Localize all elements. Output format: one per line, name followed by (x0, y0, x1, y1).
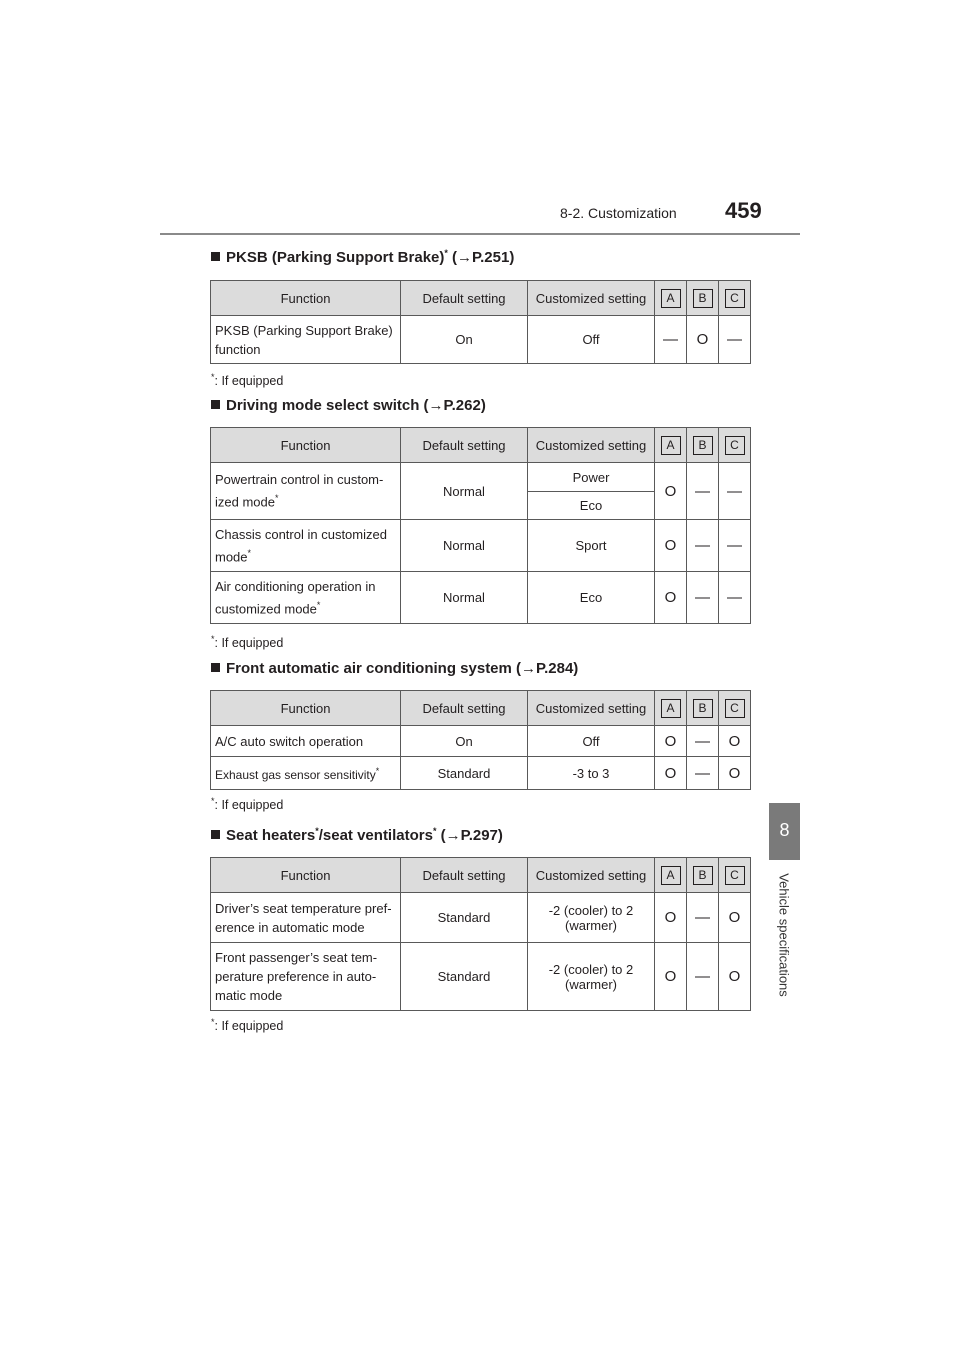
header-b: B (693, 289, 713, 308)
cell-c: — (719, 463, 751, 520)
section-title-seat-heaters: Seat heaters*/seat ventilators* (→P.297) (211, 826, 503, 844)
header-custom: Customized setting (528, 858, 655, 893)
cell-function: Powertrain control in custom-ized mode* (211, 463, 401, 520)
cell-c: O (719, 726, 751, 757)
chapter-tab (769, 803, 800, 860)
cell-custom: -2 (cooler) to 2 (warmer) (528, 943, 655, 1011)
section-title-air-conditioning: Front automatic air conditioning system (→P.284) (211, 660, 578, 677)
cell-a: — (655, 316, 687, 364)
cell-function: Air conditioning operation in customized mode* (211, 572, 401, 624)
header-rule (160, 233, 800, 235)
header-b: B (693, 436, 713, 455)
header-default: Default setting (401, 281, 528, 316)
cell-function: Chassis control in customized mode* (211, 520, 401, 572)
cell-c: O (719, 893, 751, 943)
header-a: A (661, 866, 681, 885)
header-default: Default setting (401, 858, 528, 893)
cell-c: O (719, 943, 751, 1011)
cell-a: O (655, 520, 687, 572)
footnote: *: If equipped (211, 634, 284, 651)
header-c: C (725, 699, 745, 718)
header-custom: Customized setting (528, 691, 655, 726)
cell-b: — (687, 757, 719, 790)
header-c: C (725, 436, 745, 455)
cell-default: Normal (401, 572, 528, 624)
cell-c: O (719, 757, 751, 790)
cell-function: PKSB (Parking Support Brake) function (211, 316, 401, 364)
air-conditioning-table (210, 690, 751, 790)
cell-default: Standard (401, 757, 528, 790)
cell-b: — (687, 893, 719, 943)
cell-b: O (687, 316, 719, 364)
square-bullet-icon (211, 830, 220, 839)
header-a: A (661, 699, 681, 718)
cell-default: Standard (401, 893, 528, 943)
header-custom: Customized setting (528, 281, 655, 316)
chapter-number: 8 (779, 820, 790, 840)
page-number: 459 (725, 198, 762, 223)
cell-default: On (401, 316, 528, 364)
section-header: 8-2. Customization (560, 205, 677, 221)
cell-custom: Off (528, 316, 655, 364)
header-default: Default setting (401, 691, 528, 726)
cell-b: — (687, 520, 719, 572)
section-title-pksb: PKSB (Parking Support Brake)* (→P.251) (211, 248, 514, 266)
chapter-label: Vehicle specifications (776, 873, 792, 997)
cell-a: O (655, 463, 687, 520)
cell-custom: Off (528, 726, 655, 757)
cell-b: — (687, 572, 719, 624)
footnote: *: If equipped (211, 1017, 284, 1034)
cell-default: Normal (401, 520, 528, 572)
header-b: B (693, 699, 713, 718)
header-function: Function (211, 428, 401, 463)
cell-custom: Power (528, 463, 655, 492)
header-c: C (725, 866, 745, 885)
cell-a: O (655, 893, 687, 943)
header-c: C (725, 289, 745, 308)
footnote: *: If equipped (211, 372, 284, 389)
cell-a: O (655, 572, 687, 624)
cell-a: O (655, 943, 687, 1011)
header-a: A (661, 289, 681, 308)
pksb-table (210, 280, 751, 364)
footnote: *: If equipped (211, 796, 284, 813)
header-a: A (661, 436, 681, 455)
header-function: Function (211, 691, 401, 726)
cell-b: — (687, 943, 719, 1011)
section-title-driving-mode: Driving mode select switch (→P.262) (211, 397, 486, 414)
header-function: Function (211, 281, 401, 316)
cell-custom: Eco (528, 572, 655, 624)
header-custom: Customized setting (528, 428, 655, 463)
cell-b: — (687, 463, 719, 520)
cell-b: — (687, 726, 719, 757)
header-b: B (693, 866, 713, 885)
square-bullet-icon (211, 252, 220, 261)
cell-a: O (655, 757, 687, 790)
cell-a: O (655, 726, 687, 757)
cell-function: Exhaust gas sensor sensitivity* (211, 757, 401, 790)
cell-custom: Eco (528, 492, 655, 520)
cell-function: Driver’s seat temperature pref-erence in automatic mode (211, 893, 401, 943)
cell-default: On (401, 726, 528, 757)
cell-custom: -2 (cooler) to 2 (warmer) (528, 893, 655, 943)
header-function: Function (211, 858, 401, 893)
cell-function: A/C auto switch operation (211, 726, 401, 757)
cell-function: Front passenger’s seat tem-perature preference in auto-matic mode (211, 943, 401, 1011)
driving-mode-table (210, 427, 751, 624)
seat-heaters-table (210, 857, 751, 1011)
cell-default: Standard (401, 943, 528, 1011)
square-bullet-icon (211, 400, 220, 409)
cell-c: — (719, 316, 751, 364)
header-default: Default setting (401, 428, 528, 463)
cell-custom: Sport (528, 520, 655, 572)
cell-c: — (719, 572, 751, 624)
square-bullet-icon (211, 663, 220, 672)
cell-c: — (719, 520, 751, 572)
cell-custom: -3 to 3 (528, 757, 655, 790)
cell-default: Normal (401, 463, 528, 520)
